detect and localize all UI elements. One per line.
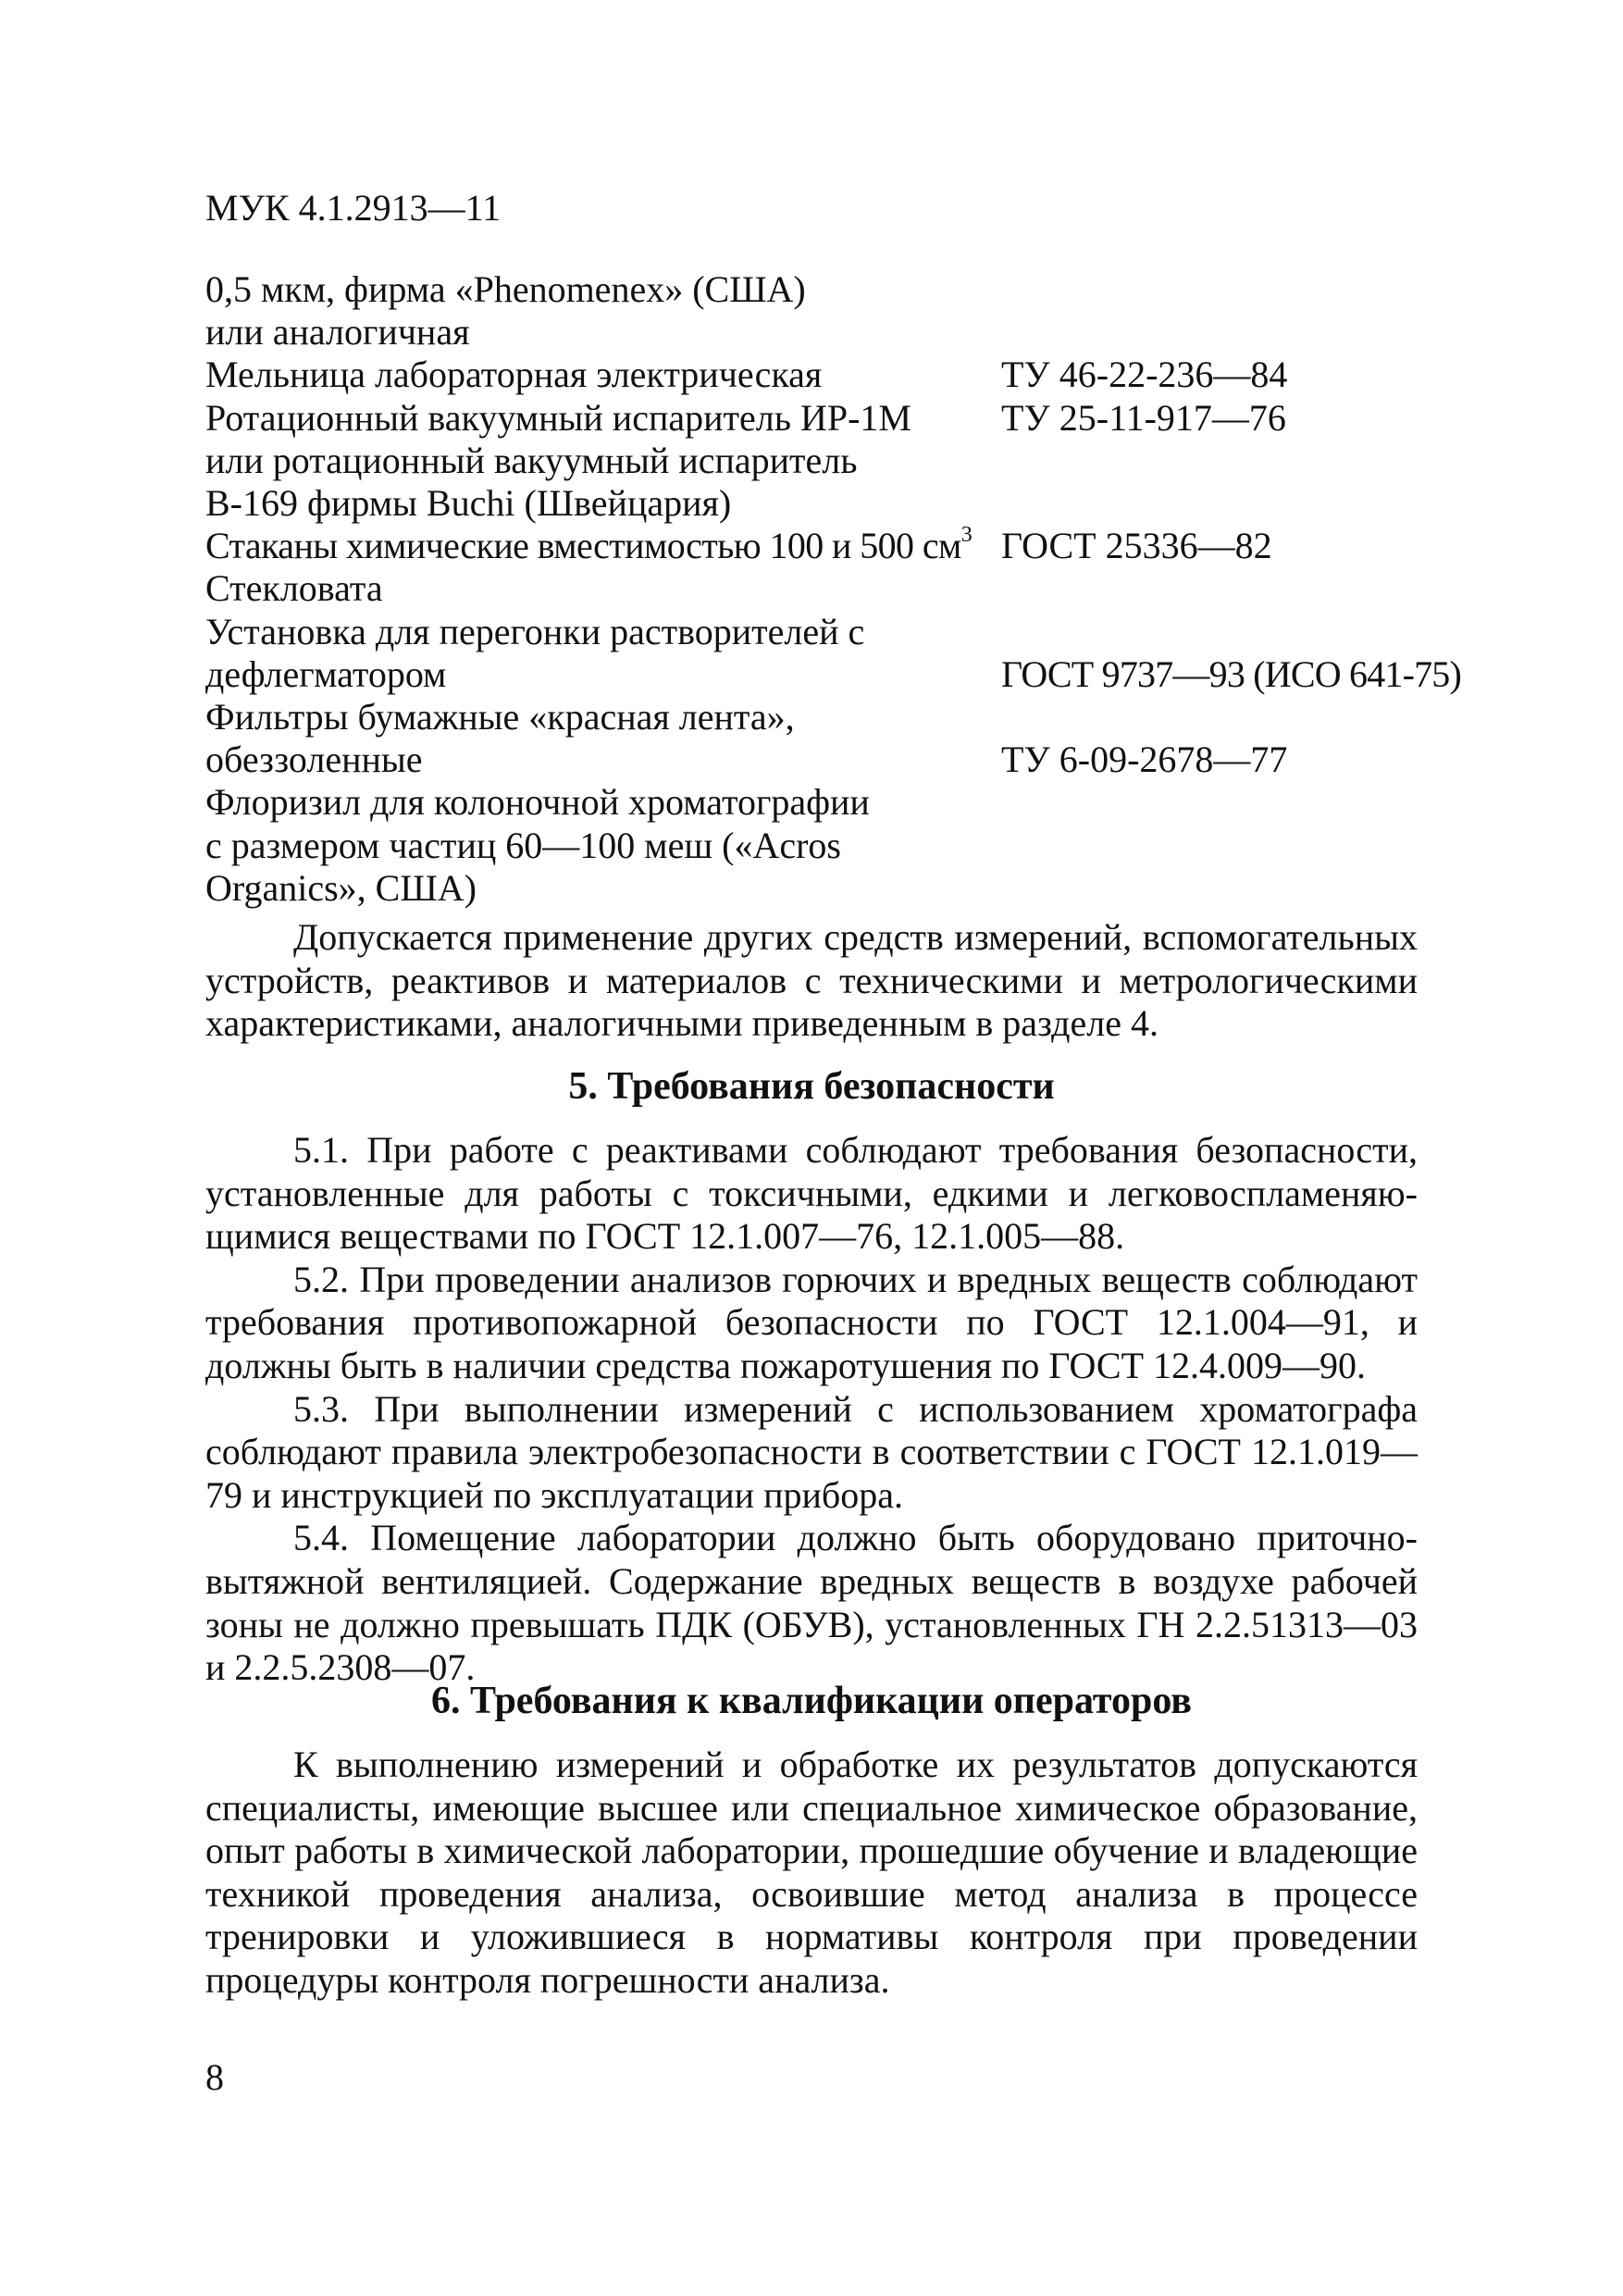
equipment-name-text: Стаканы химические вместимостью 100 и 500 см xyxy=(205,525,961,567)
equipment-list xyxy=(205,268,1501,910)
equipment-name-line: Установка для перегонки растворителей с xyxy=(205,610,865,652)
equipment-name-line xyxy=(205,525,1001,567)
equipment-name xyxy=(205,696,1001,781)
equipment-name-line: Фильтры бумажные «красная лента», xyxy=(205,696,795,738)
equipment-standard: ТУ 46-22-236—84 xyxy=(1001,354,1288,396)
equipment-name xyxy=(205,354,1001,396)
equipment-item xyxy=(205,781,1501,910)
section-heading: 5. Требования безопасности xyxy=(568,1065,1055,1108)
equipment-item xyxy=(205,611,1501,696)
equipment-name xyxy=(205,567,1001,610)
page-number: 8 xyxy=(205,2056,224,2098)
equipment-name-line: Стекловата xyxy=(205,567,383,610)
unit-superscript: 3 xyxy=(960,523,973,548)
equipment-item xyxy=(205,354,1501,396)
equipment-item xyxy=(205,397,1501,526)
equipment-item xyxy=(205,567,1501,610)
equipment-item xyxy=(205,696,1501,781)
equipment-standard: ТУ 25-11-917—76 xyxy=(1001,396,1286,439)
section-heading: 6. Требования к квалификации операторов xyxy=(431,1680,1192,1722)
equipment-note xyxy=(205,916,1418,1046)
section-6-body xyxy=(205,1744,1418,2003)
equipment-name-line: дефлегматором xyxy=(205,652,447,695)
paragraph: К выполнению измерений и обработке их результатов допускаются специалисты, имеющие высшее или специальное химическое образование, опыт работы в химической лаборатории, прошедшие обучение и владеющие техникой проведения анализа, освоившие метод анализа в процессе тренировки и уложившиеся в нормативы контроля при проведении процедуры контроля погрешности анализа. xyxy=(205,1744,1418,2001)
equipment-name-line: 0,5 мкм, фирма «Phenomenex» (США) xyxy=(205,268,806,310)
equipment-name-line: В-169 фирмы Buchi (Швейцария) xyxy=(205,482,732,525)
equipment-name-line: Organics», США) xyxy=(205,866,477,909)
equipment-name-line: Ротационный вакуумный испаритель ИР-1М xyxy=(205,396,911,439)
equipment-standard: ТУ 6-09-2678—77 xyxy=(1001,738,1288,781)
equipment-name xyxy=(205,397,1001,526)
paragraph: 5.4. Помещение лаборатории должно быть оборудовано приточно-вытяжной вентиляцией. Содержание вредных веществ в воздухе рабочей зоны не должно превышать ПДК (ОБУВ), установленных ГН 2.2.51313—03 и 2.2.5.2308—07. xyxy=(205,1517,1418,1689)
equipment-name-line: Мельница лабораторная электрическая xyxy=(205,354,823,396)
equipment-name xyxy=(205,781,1001,910)
equipment-name xyxy=(205,268,1001,354)
equipment-standard: ГОСТ 9737—93 (ИСО 641-75) xyxy=(1001,652,1462,695)
equipment-name xyxy=(205,525,1001,567)
section-5-body xyxy=(205,1129,1418,1690)
equipment-standard: ГОСТ 25336—82 xyxy=(1001,525,1272,567)
running-title: МУК 4.1.2913—11 xyxy=(205,187,502,229)
equipment-name xyxy=(205,611,1001,696)
paragraph: 5.1. При работе с реактивами соблюдают требования безопасности, установленные для работы с токсичными, едкими и легковоспламеняющимися веществами по ГОСТ 12.1.007—76, 12.1.005—88. xyxy=(205,1129,1418,1258)
equipment-item xyxy=(205,268,1501,354)
equipment-item xyxy=(205,525,1501,567)
equipment-name-line: Флоризил для колоночной хроматографии xyxy=(205,781,870,824)
equipment-name-line: или аналогичная xyxy=(205,311,470,354)
equipment-name-line: или ротационный вакуумный испаритель xyxy=(205,439,858,481)
equipment-name-line: с размером частиц 60—100 меш («Acros xyxy=(205,824,841,866)
equipment-name-line: обеззоленные xyxy=(205,738,423,781)
paragraph: 5.2. При проведении анализов горючих и вредных веществ соблюдают требования противопожарной безопасности по ГОСТ 12.1.004—91, и должны быть в наличии средства пожаротушения по ГОСТ 12.4.009—90. xyxy=(205,1258,1418,1386)
paragraph: 5.3. При выполнении измерений с использованием хроматографа соблюдают правила электробезопасности в соответствии с ГОСТ 12.1.019—79 и инструкцией по эксплуатации прибора. xyxy=(205,1387,1418,1516)
paragraph: Допускается применение других средств измерений, вспомогательных устройств, реактивов и материалов с техническими и метрологическими характеристиками, аналогичными приведенным в разделе 4. xyxy=(205,916,1418,1045)
